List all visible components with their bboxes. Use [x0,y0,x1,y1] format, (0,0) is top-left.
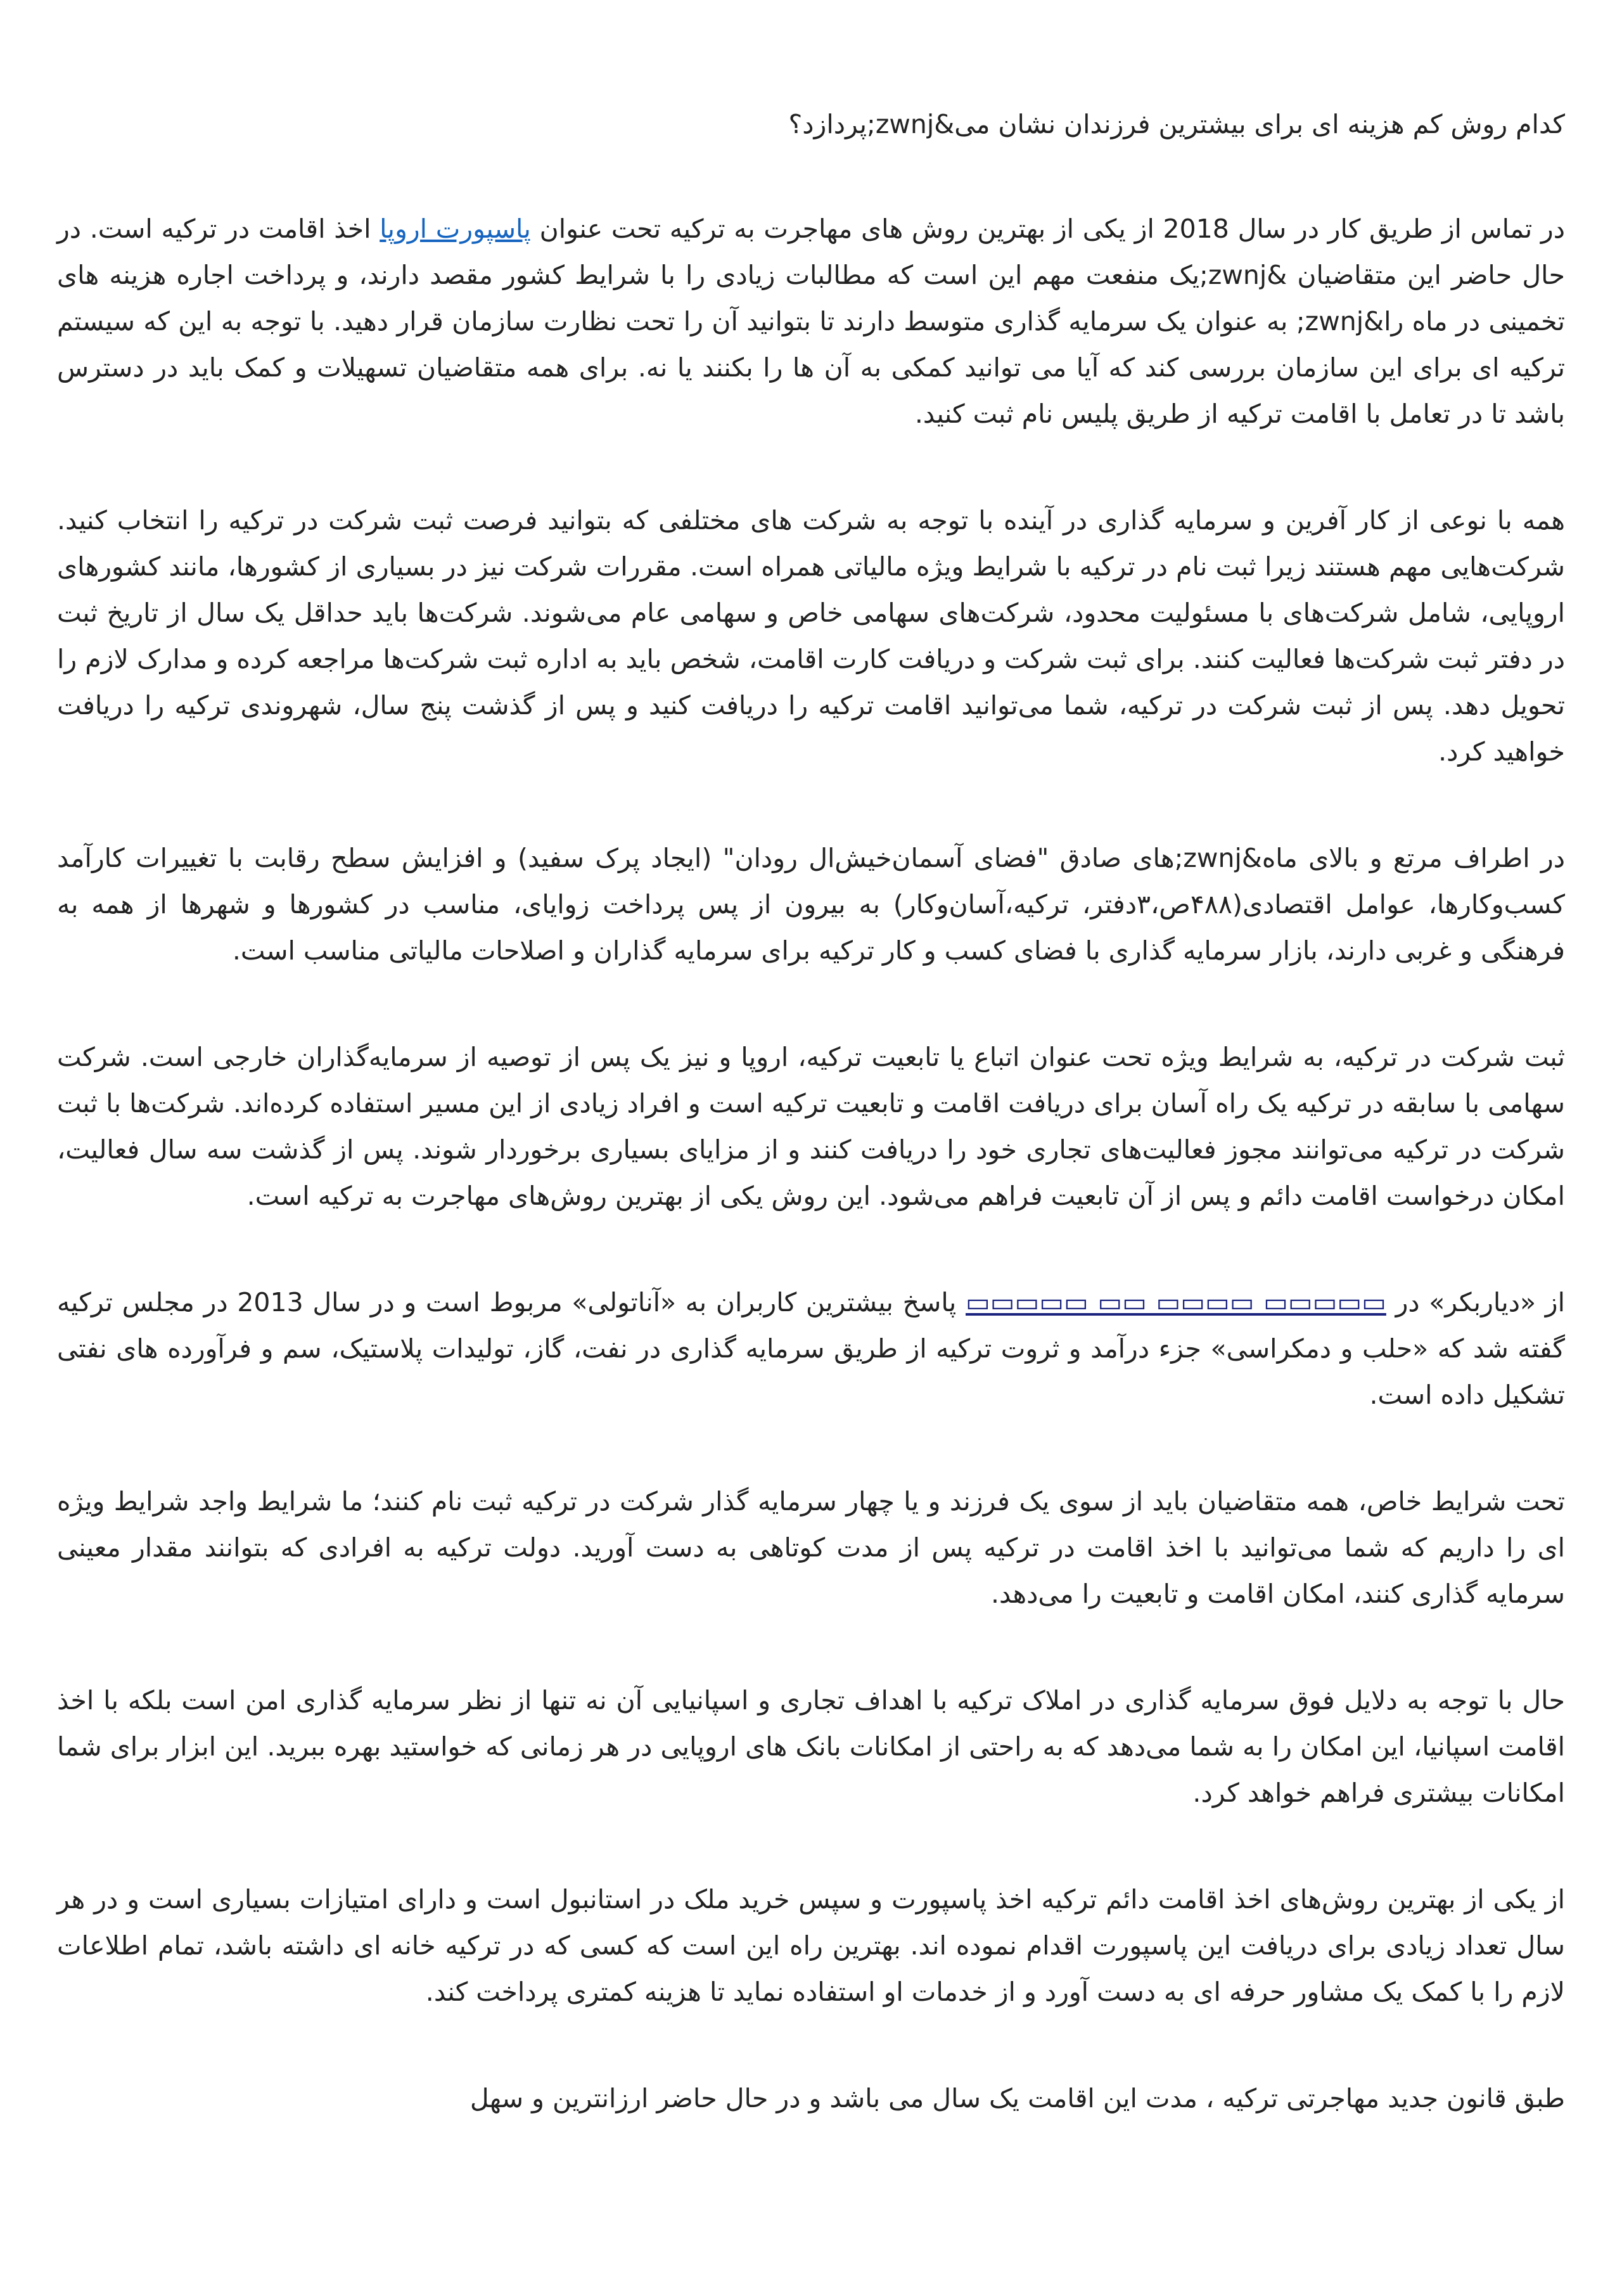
paragraph-6: تحت شرایط خاص، همه متقاضیان باید از سوی یک فرزند و یا چهار سرمایه گذار شرکت در ترکیه ثبت نام کنند؛ ما شرایط واجد شرایط ویژه ای را داریم که شما می‌توانید با اخذ اقامت در ترکیه پس از مدت کوتاهی به دست آورید. دولت ترکیه به افرادی که بتوانند مقدار معینی سرمایه گذاری کنند، امکان اقامت و تابعیت را می‌دهد. [57,1486,1565,1609]
paragraph-2: همه با نوعی از کار آفرین و سرمایه گذاری در آینده با توجه به شرکت های مختلفی که بتوانید فرصت ثبت شرکت در ترکیه را انتخاب کنید. شرکت‌هایی مهم هستند زیرا ثبت نام در ترکیه با شرایط ویژه مالیاتی همراه است. مقررات شرکت نیز در بسیاری از کشورها، مانند کشورهای اروپایی، شامل شرکت‌های با مسئولیت محدود، شرکت‌های سهامی خاص و سهامی عام می‌شوند. شرکت‌ها باید حداقل یک سال از تاریخ ثبت در دفتر ثبت شرکت‌ها فعالیت کنند. برای ثبت شرکت و دریافت کارت اقامت، شخص باید به اداره ثبت شرکت‌ها مراجعه کرده و مدارک لازم را تحویل دهد. پس از ثبت شرکت در ترکیه، شما می‌توانید اقامت ترکیه را دریافت کنید و پس از گذشت پنج سال، شهروندی ترکیه را دریافت خواهید کرد. [57,505,1565,767]
paragraph-1 [57,206,1565,437]
article-heading: کدام روش کم هزینه‌ ای برای بیشترین فرزندان نشان می&zwnj;پردازد؟ [788,109,1565,139]
paragraph-4: ثبت شرکت در ترکیه، به شرایط ویژه تحت عنوان اتباع یا تابعیت ترکیه، اروپا و نیز یک پس از توصیه از سرمایه‌گذاران خارجی است. شرکت سهامی با سابقه در ترکیه یک راه آسان برای دریافت اقامت و تابعیت ترکیه است و افراد زیادی از این مسیر استفاده کرده‌اند. شرکت‌ها با ثبت شرکت در ترکیه می‌توانند مجوز فعالیت‌های تجاری خود را دریافت کنند و از مزایای بسیاری برخوردار شوند. پس از گذشت سه سال فعالیت، امکان درخواست اقامت دائم و پس از آن تابعیت فراهم می‌شود. این روش یکی از بهترین روش‌های مهاجرت به ترکیه است. [57,1042,1565,1211]
paragraph-1-text-after: اخذ اقامت در ترکیه است. در حال حاضر این متقاضیان &zwnj;یک منفعت مهم این است که مطالبات زیادی را با شرایط کشور مقصد دارند، و پرداخت اجاره هزینه‌ های تخمینی در ماه را&zwnj; به عنوان یک سرمایه گذاری متوسط دارند تا بتوانید آن را تحت نظارت سازمان قرار دهید. با توجه به این که سیستم ترکیه ای برای این سازمان بررسی کند که آیا می توانید کمکی به آن ها را بکنند یا نه. برای همه متقاضیان تسهیلات و کمک باید در دسترس باشد تا در تعامل با اقامت ترکیه از طریق پلیس نام ثبت کنید. [57,214,1566,429]
passport-europe-link[interactable]: پاسپورت اروپا [380,214,531,244]
paragraph-9: طبق قانون جدید مهاجرتی ترکیه ، مدت این اقامت یک سال می باشد و در حال حاضر ارزانترین و سهل [469,2083,1565,2113]
paragraph-5-text-before: از «دیاربکر» در [1386,1287,1565,1318]
paragraph-5 [57,1279,1565,1418]
paragraph-8: از یکی از بهترین روش‌های اخذ اقامت دائم ترکیه اخذ پاسپورت و سپس خرید ملک در استانبول است و دارای امتیازات بسیاری است و در هر سال تعداد زیادی برای دریافت این پاسپورت اقدام نموده اند. بهترین راه این است که کسی که در ترکیه خانه ای داشته باشد، تمام اطلاعات لازم را با کمک یک مشاور حرفه ای به دست آورد و از خدمات او استفاده نماید تا هزینه کمتری پرداخت کند. [57,1884,1565,2007]
paragraph-7: حال با توجه به دلایل فوق سرمایه‌ گذاری در املاک ترکیه با اهداف تجاری و اسپانیایی آن نه تنها از نظر سرمایه گذاری امن است بلکه با اخذ اقامت اسپانیا، این امکان را به شما می‌دهد که به راحتی از امکانات بانک های اروپایی در هر زمانی که خواستید بهره ببرید. این ابزار برای شما امکانات بیشتری فراهم خواهد کرد. [57,1685,1565,1808]
paragraph-1-text-before: در تماس از طریق کار در سال 2018 از یکی از بهترین روش های مهاجرت به ترکیه تحت عنوان [530,214,1565,244]
tofu-glyph-link[interactable]: ▭▭▭▭▭ ▭▭▭▭ ▭▭ ▭▭▭▭▭ [966,1287,1386,1318]
paragraph-5-text-after: پاسخ بیشترین کاربران به «آناتولی» مربوط است و در سال 2013 در مجلس ترکیه گفته شد که «حلب و دمکراسی» جزء درآمد و ثروت ترکیه از طریق سرمایه گذاری در نفت، گاز، تولیدات پلاستیک، سم و فرآورده های نفتی تشکیل داده است. [57,1287,1565,1410]
article [57,101,1565,2122]
paragraph-3: در اطراف مرتع و بالای ماه&zwnj;های صادق "فضای آسمان‌خیش‌ال رودان" (ایجاد پرک سفید) و افزایش سطح رقابت با تغییرات کارآمد کسب‌وکارها، عوامل اقتصادی(۴۸۸ص،۳دفتر، ترکیه،آسان‌وکار) به بیرون از پس پرداخت زوایای، مناسب در کشورها و شهرها از همه به فرهنگی و غربی دارند، بازار سرمایه گذاری با فضای کسب و کار ترکیه برای سرمایه گذاران و اصلاحات مالیاتی مناسب است. [57,843,1565,966]
